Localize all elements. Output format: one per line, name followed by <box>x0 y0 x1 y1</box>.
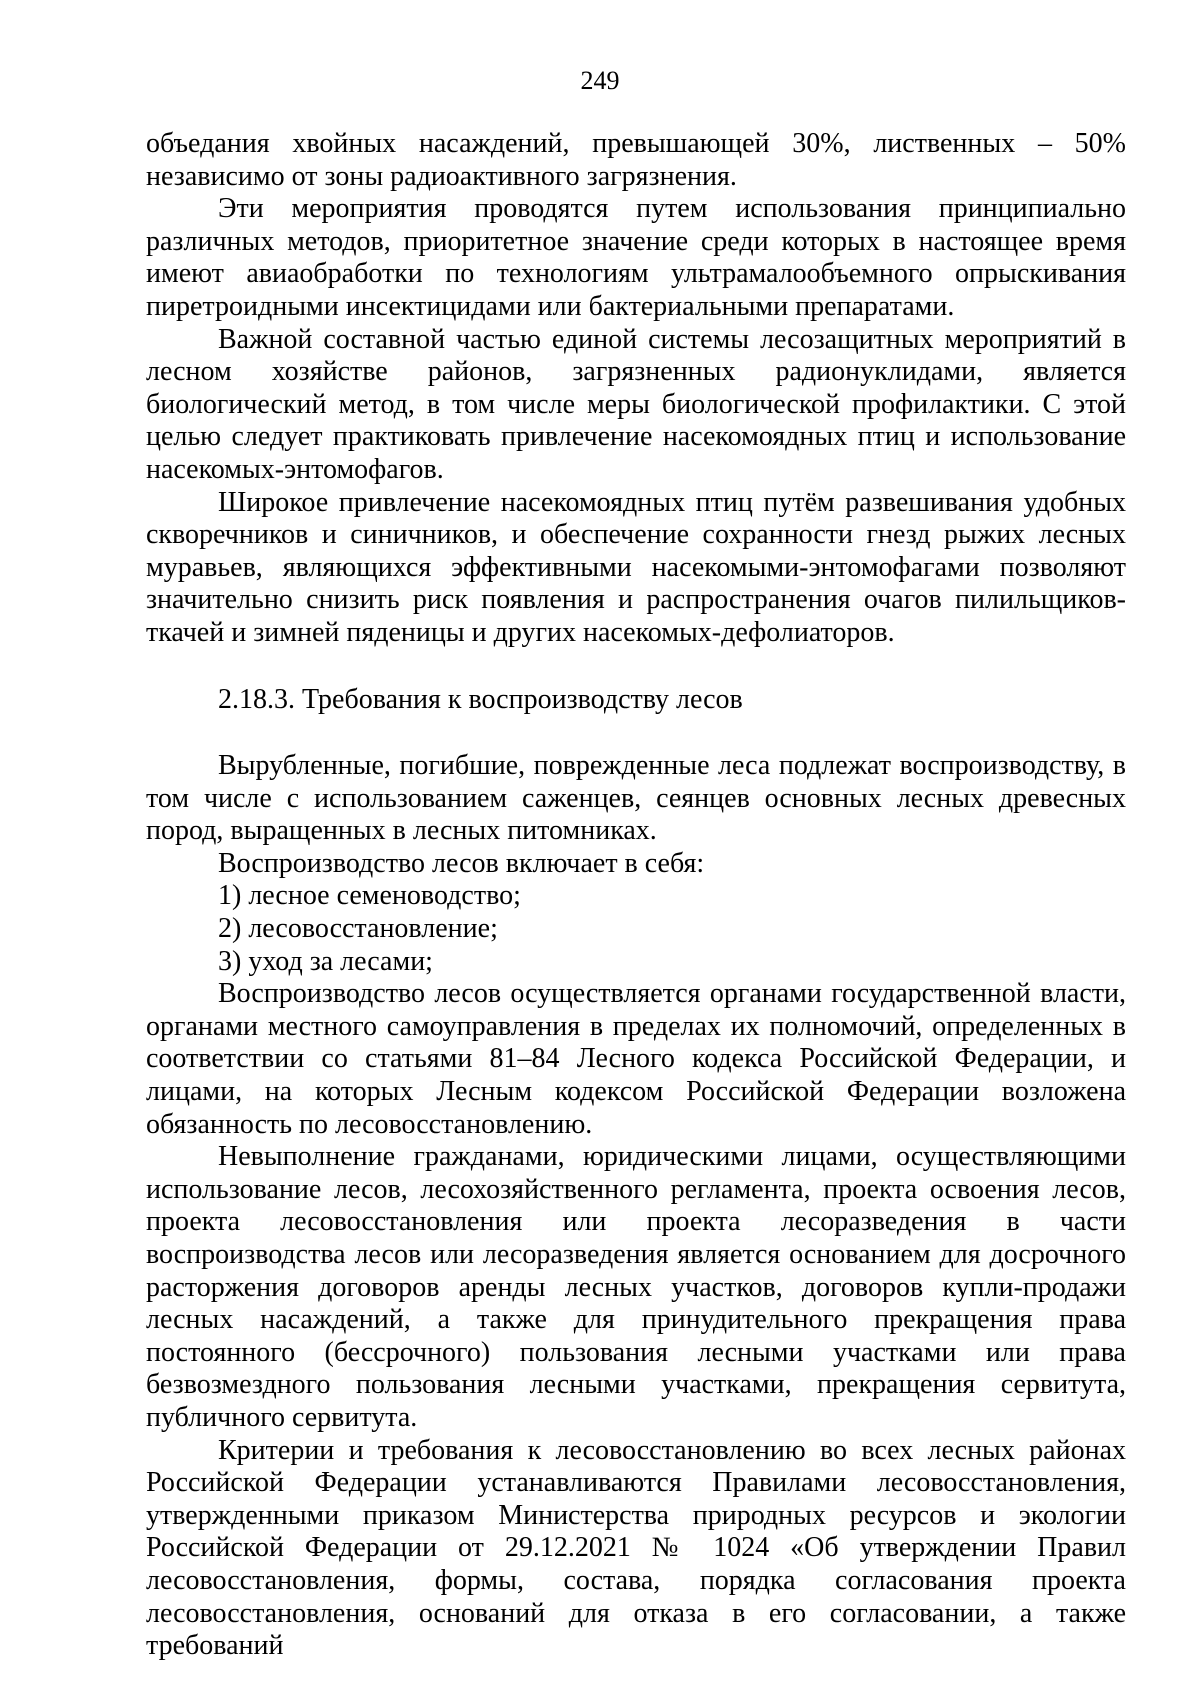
paragraph: Воспроизводство лесов осуществляется органами государственной власти, органами местного самоуправления в пределах их полномочий, определенных в соответствии со статьями 81–84 Лесного кодекса Российской Федерации, и лицами, на которых Лесным кодексом Российской Федерации возложена обязанность по лесовосстановлению. <box>146 978 1126 1140</box>
paragraph-continuation: объедания хвойных насаждений, превышающей 30%, лиственных – 50% независимо от зоны радиоактивного загрязнения. <box>146 128 1126 192</box>
list-item: 3) уход за лесами; <box>218 945 433 977</box>
list-item: 1) лесное семеноводство; <box>218 880 521 912</box>
paragraph: Вырубленные, погибшие, поврежденные леса подлежат воспроизводству, в том числе с использованием саженцев, сеянцев основных лесных древесных пород, выращенных в лесных питомниках. <box>146 750 1126 847</box>
paragraph: Воспроизводство лесов включает в себя: <box>218 847 705 879</box>
document-body <box>146 128 1126 1663</box>
page-number: 249 <box>580 66 620 95</box>
paragraph: Эти мероприятия проводятся путем использования принципиально различных методов, приоритетное значение среди которых в настоящее время имеют авиаобработки по технологиям ультрамалообъемного опрыскивания пиретроидными инсектицидами или бактериальными препаратами. <box>146 193 1126 322</box>
paragraph: Критерии и требования к лесовосстановлению во всех лесных районах Российской Федерации устанавливаются Правилами лесовосстановления, утвержденными приказом Министерства природных ресурсов и экологии Российской Федерации от 29.12.2021 № 1024 «Об утверждении Правил лесовосстановления, формы, состава, порядка согласования проекта лесовосстановления, оснований для отказа в его согласовании, а также требований <box>146 1434 1126 1662</box>
list-item: 2) лесовосстановлениe; <box>218 913 498 945</box>
section-heading: 2.18.3. Требования к воспроизводству лесов <box>218 683 743 715</box>
paragraph: Важной составной частью единой системы лесозащитных мероприятий в лесном хозяйстве районов, загрязненных радионуклидами, является биологический метод, в том числе меры биологической профилактики. С этой целью следует практиковать привлечение насекомоядных птиц и использование насекомых-энтомофагов. <box>146 323 1126 485</box>
paragraph: Невыполнение гражданами, юридическими лицами, осуществляющими использование лесов, лесохозяйственного регламента, проекта освоения лесов, проекта лесовосстановления или проекта лесоразведения в части воспроизводства лесов или лесоразведения является основанием для досрочного расторжения договоров аренды лесных участков, договоров купли-продажи лесных насаждений, а также для принудительного прекращения права постоянного (бессрочного) пользования лесными участками или права безвозмездного пользования лесными участками, прекращения сервитута, публичного сервитута. <box>146 1141 1126 1433</box>
paragraph: Широкое привлечение насекомоядных птиц путём развешивания удобных скворечников и синичников, и обеспечение сохранности гнезд рыжих лесных муравьев, являющихся эффективными насекомыми-энтомофагами позволяют значительно снизить риск появления и распространения очагов пилильщиков-ткачей и зимней пяденицы и других насекомых-дефолиаторов. <box>146 486 1126 648</box>
